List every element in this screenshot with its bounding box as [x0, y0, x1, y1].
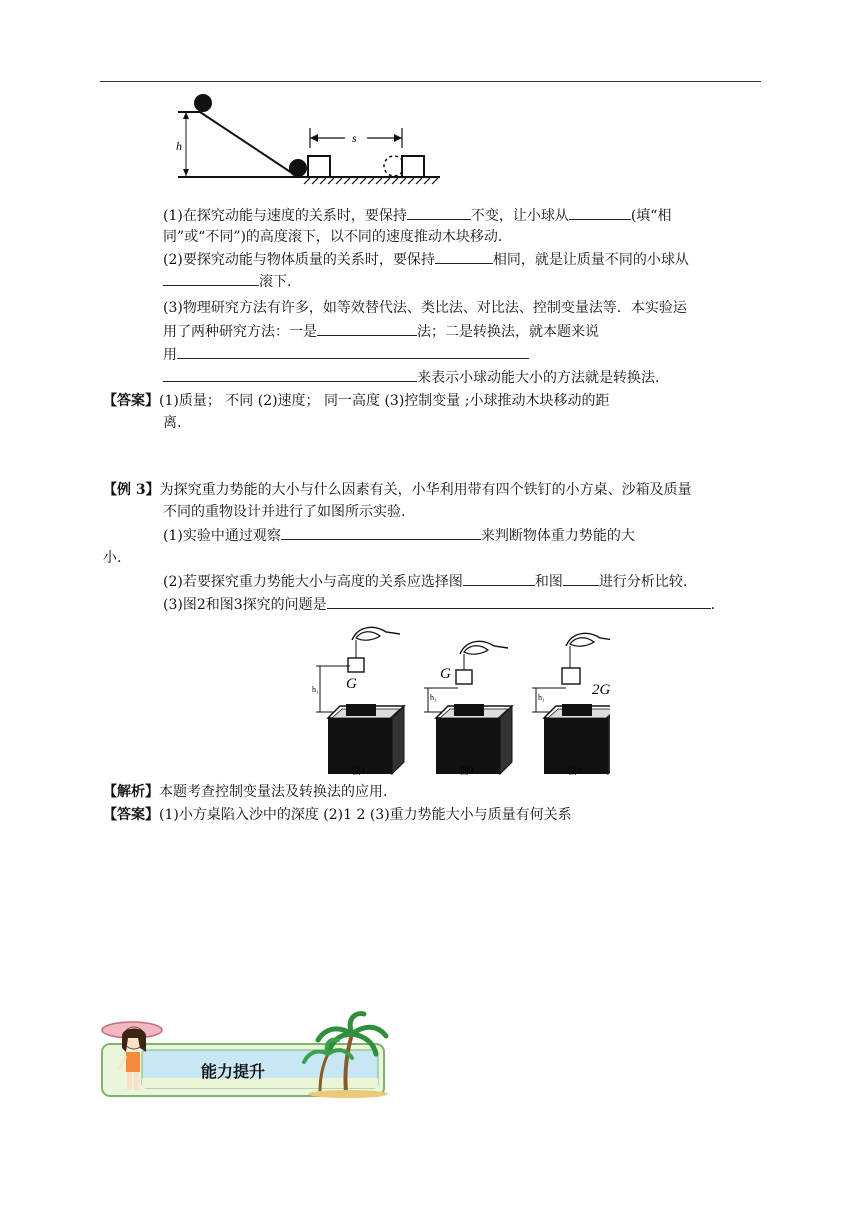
- banner-title: 能力提升: [201, 1062, 266, 1081]
- blank[interactable]: [317, 321, 417, 336]
- ex2-q3-line3: 用: [163, 344, 529, 365]
- weight-icon: [562, 668, 580, 684]
- ex3-intro-line1: 【例 3】为探究重力势能的大小与什么因素有关，小华利用带有四个铁钉的小方桌、沙箱及质量: [103, 482, 692, 498]
- h-label: h: [176, 139, 182, 153]
- ex2-q3-line1: (3)物理研究方法有许多，如等效替代法、类比法、对比法、控制变量法等．本实验运: [163, 300, 687, 316]
- ex2-q1-line1: (1)在探究动能与速度的关系时，要保持 不变，让小球从 (填“相: [163, 205, 671, 226]
- ex3-q1-line1: (1)实验中通过观察 来判断物体重力势能的大: [163, 525, 635, 546]
- weight-icon: [456, 670, 472, 684]
- figure-2: [424, 641, 512, 776]
- blank[interactable]: [563, 571, 599, 586]
- ex3-q3-line: (3)图2和图3探究的问题是 .: [163, 594, 715, 615]
- blank[interactable]: [327, 594, 711, 609]
- ex2-q1-line2: 同”或“不同”)的高度滚下，以不同的速度推动木块移动.: [163, 229, 503, 245]
- blank[interactable]: [463, 571, 535, 586]
- weight-label: G: [440, 666, 451, 682]
- blank[interactable]: [569, 205, 631, 220]
- h-label: h₁: [312, 685, 319, 694]
- sand-box-figures: [310, 626, 610, 778]
- header-rule: [100, 81, 761, 82]
- figure-1: [312, 627, 404, 776]
- ex3-answer: 【答案】(1)小方桌陷入沙中的深度 (2)1 2 (3)重力势能大小与质量有何关系: [103, 807, 572, 823]
- ex2-q2-line2: 滚下.: [163, 271, 291, 292]
- ramp-figure: [170, 88, 450, 188]
- blank[interactable]: [281, 525, 481, 540]
- block-moved-icon: [402, 156, 424, 177]
- ex2-q3-line4: 来表示小球动能大小的方法就是转换法.: [163, 367, 659, 388]
- ex3-q2-line: (2)若要探究重力势能大小与高度的关系应选择图 和图 进行分析比较.: [163, 571, 687, 592]
- weight-label: 2G: [592, 682, 610, 698]
- ex3-intro-line2: 不同的重物设计并进行了如图所示实验.: [163, 504, 406, 520]
- h-label: h₁: [538, 693, 545, 702]
- s-label: s: [352, 131, 357, 145]
- caption: 图2: [460, 766, 474, 776]
- ex2-answer-line1: 【答案】(1)质量； 不同 (2)速度； 同一高度 (3)控制变量 ;小球推动木块移动的距: [103, 393, 610, 409]
- ex3-analysis: 【解析】本题考查控制变量法及转换法的应用.: [103, 784, 388, 800]
- ball-bottom-icon: [289, 159, 307, 177]
- weight-label: G: [346, 676, 357, 692]
- h-label: h₁: [430, 693, 437, 702]
- ex2-q3-line2: 用了两种研究方法：一是 法；二是转换法，就本题来说: [163, 321, 599, 342]
- figure-3: [532, 633, 610, 776]
- ball-top-icon: [194, 94, 212, 112]
- ability-banner: [98, 1008, 393, 1100]
- weight-icon: [348, 658, 364, 672]
- blank[interactable]: [407, 205, 471, 220]
- ex3-q1-line2: 小.: [103, 550, 122, 566]
- caption: 图1: [352, 766, 366, 776]
- caption: 图3: [568, 766, 582, 776]
- blank[interactable]: [163, 367, 417, 382]
- blank[interactable]: [163, 271, 259, 286]
- ex2-answer-line2: 离.: [163, 415, 182, 431]
- blank[interactable]: [435, 249, 493, 264]
- block-icon: [308, 156, 330, 177]
- blank[interactable]: [177, 344, 529, 359]
- ex2-q2-line1: (2)要探究动能与物体质量的关系时，要保持 相同，就是让质量不同的小球从: [163, 249, 689, 270]
